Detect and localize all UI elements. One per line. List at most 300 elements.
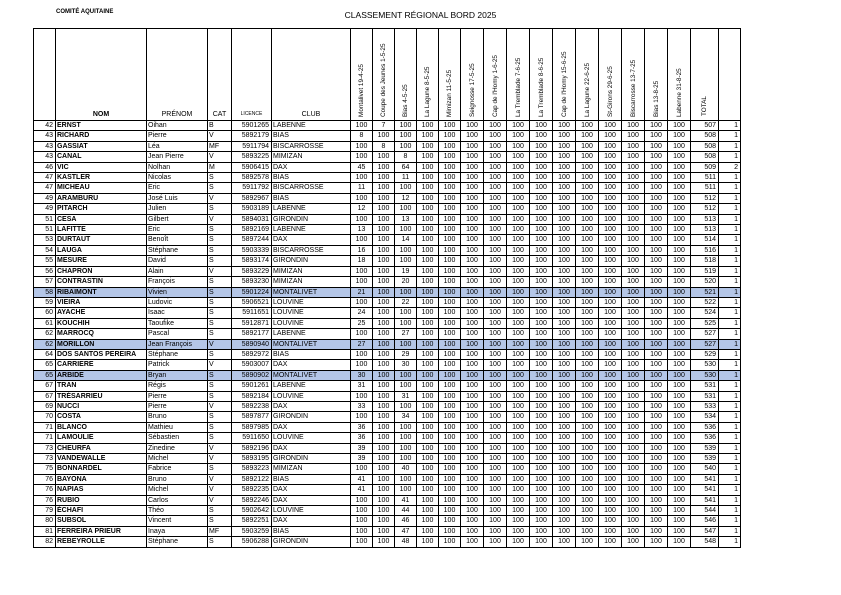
score-cell: 100 (351, 141, 373, 151)
count-cell: 1 (719, 245, 741, 255)
score-cell: 100 (439, 183, 461, 193)
score-cell: 100 (439, 370, 461, 380)
score-cell: 100 (484, 464, 507, 474)
score-cell: 100 (507, 381, 530, 391)
cat-cell: V (208, 360, 232, 370)
cat-cell: V (208, 474, 232, 484)
score-cell: 100 (417, 401, 439, 411)
total-cell: 507 (691, 121, 719, 131)
count-cell: 1 (719, 152, 741, 162)
table-row (34, 193, 741, 203)
score-cell: 100 (622, 464, 645, 474)
score-cell: 100 (461, 121, 484, 131)
nom-cell: KOUCHIH (56, 318, 147, 328)
score-cell: 100 (373, 454, 395, 464)
event-header: Cap de l'Homy 1-6-25 (484, 29, 507, 121)
score-cell: 100 (507, 256, 530, 266)
score-cell: 100 (439, 391, 461, 401)
table-row (34, 401, 741, 411)
prenom-cell: Ludovic (147, 297, 208, 307)
licence-cell: 5892169 (232, 225, 272, 235)
nom-cell: KASTLER (56, 173, 147, 183)
score-cell: 100 (668, 329, 691, 339)
score-cell: 20 (395, 277, 417, 287)
score-cell: 100 (668, 349, 691, 359)
total-cell: 513 (691, 214, 719, 224)
club-cell: BIAS (272, 131, 351, 141)
rank-cell: 69 (34, 401, 56, 411)
score-cell: 100 (439, 381, 461, 391)
licence-cell: 5897244 (232, 235, 272, 245)
score-cell: 100 (576, 162, 599, 172)
score-cell: 100 (373, 485, 395, 495)
score-cell: 100 (553, 391, 576, 401)
total-cell: 520 (691, 277, 719, 287)
club-cell: LOUVINE (272, 318, 351, 328)
score-cell: 100 (599, 235, 622, 245)
score-cell: 100 (373, 214, 395, 224)
score-cell: 100 (507, 537, 530, 547)
score-cell: 100 (461, 381, 484, 391)
score-cell: 100 (576, 464, 599, 474)
score-cell: 100 (622, 506, 645, 516)
score-cell: 100 (417, 329, 439, 339)
score-cell: 100 (417, 308, 439, 318)
club-cell: LOUVINE (272, 391, 351, 401)
score-cell: 100 (622, 516, 645, 526)
score-cell: 100 (507, 349, 530, 359)
score-cell: 100 (461, 506, 484, 516)
score-cell: 100 (599, 381, 622, 391)
score-cell: 100 (668, 256, 691, 266)
score-cell: 33 (351, 401, 373, 411)
nom-cell: MESURE (56, 256, 147, 266)
score-cell: 100 (553, 433, 576, 443)
header-row (34, 29, 741, 121)
table-row (34, 506, 741, 516)
score-cell: 100 (439, 277, 461, 287)
score-cell: 21 (351, 287, 373, 297)
nom-cell: ERNST (56, 121, 147, 131)
score-cell: 100 (439, 193, 461, 203)
score-cell: 34 (395, 412, 417, 422)
score-cell: 100 (439, 349, 461, 359)
club-cell: DAX (272, 360, 351, 370)
cat-cell: S (208, 287, 232, 297)
score-cell: 100 (668, 516, 691, 526)
score-cell: 100 (553, 495, 576, 505)
nom-cell: VIEIRA (56, 297, 147, 307)
score-cell: 100 (439, 214, 461, 224)
score-cell: 100 (439, 495, 461, 505)
score-cell: 100 (530, 495, 553, 505)
total-cell: 513 (691, 225, 719, 235)
score-cell: 100 (461, 485, 484, 495)
score-cell: 100 (507, 131, 530, 141)
score-cell: 100 (484, 401, 507, 411)
rank-cell: 76 (34, 485, 56, 495)
club-cell: BISCARROSSE (272, 183, 351, 193)
score-cell: 100 (351, 152, 373, 162)
score-cell: 100 (507, 370, 530, 380)
score-cell: 100 (395, 256, 417, 266)
score-cell: 100 (553, 256, 576, 266)
score-cell: 100 (395, 245, 417, 255)
prenom-cell: Pierre (147, 131, 208, 141)
score-cell: 100 (461, 464, 484, 474)
count-cell: 1 (719, 412, 741, 422)
score-cell: 100 (417, 235, 439, 245)
score-cell: 100 (668, 225, 691, 235)
score-cell: 100 (622, 526, 645, 536)
table-row (34, 495, 741, 505)
score-cell: 100 (553, 287, 576, 297)
score-cell: 100 (553, 152, 576, 162)
count-cell: 1 (719, 516, 741, 526)
score-cell: 100 (645, 370, 668, 380)
score-cell: 100 (553, 454, 576, 464)
count-cell: 1 (719, 277, 741, 287)
rank-cell: 53 (34, 235, 56, 245)
score-cell: 100 (439, 225, 461, 235)
rank-cell: 79 (34, 506, 56, 516)
score-cell: 100 (622, 214, 645, 224)
licence-cell: 5892246 (232, 495, 272, 505)
total-cell: 521 (691, 287, 719, 297)
prenom-cell: Isaac (147, 308, 208, 318)
score-cell: 46 (395, 516, 417, 526)
licence-cell: 5892238 (232, 401, 272, 411)
nom-cell: ARBIDE (56, 370, 147, 380)
nom-cell: DOS SANTOS PEREIRA (56, 349, 147, 359)
event-header: La Tremblade 7-6-25 (507, 29, 530, 121)
score-cell: 100 (351, 506, 373, 516)
count-cell: 1 (719, 422, 741, 432)
score-cell: 100 (507, 516, 530, 526)
score-cell: 100 (417, 360, 439, 370)
prenom-cell: Michel (147, 485, 208, 495)
score-cell: 100 (461, 339, 484, 349)
prenom-cell: Bruno (147, 474, 208, 484)
table-row (34, 443, 741, 453)
score-cell: 100 (439, 318, 461, 328)
club-cell: LOUVINE (272, 506, 351, 516)
table-row (34, 204, 741, 214)
total-cell: 512 (691, 193, 719, 203)
score-cell: 100 (668, 443, 691, 453)
club-cell: BIAS (272, 526, 351, 536)
score-cell: 100 (373, 225, 395, 235)
licence-cell: 5893195 (232, 454, 272, 464)
score-cell: 100 (351, 412, 373, 422)
score-cell: 100 (417, 266, 439, 276)
total-cell: 511 (691, 173, 719, 183)
score-cell: 100 (395, 318, 417, 328)
score-cell: 100 (622, 308, 645, 318)
score-cell: 100 (395, 308, 417, 318)
score-cell: 100 (507, 183, 530, 193)
score-cell: 100 (530, 277, 553, 287)
score-cell: 100 (576, 141, 599, 151)
prenom-cell: Pierre (147, 391, 208, 401)
score-cell: 100 (417, 454, 439, 464)
score-cell: 100 (484, 349, 507, 359)
table-row (34, 329, 741, 339)
rank-cell: 57 (34, 277, 56, 287)
score-cell: 100 (373, 297, 395, 307)
score-cell: 100 (622, 256, 645, 266)
score-cell: 100 (622, 329, 645, 339)
score-cell: 100 (599, 266, 622, 276)
score-cell: 100 (599, 464, 622, 474)
score-cell: 100 (668, 318, 691, 328)
rank-cell: 42 (34, 121, 56, 131)
score-cell: 100 (553, 308, 576, 318)
count-cell: 1 (719, 318, 741, 328)
score-cell: 100 (351, 266, 373, 276)
score-cell: 100 (373, 506, 395, 516)
score-cell: 100 (668, 131, 691, 141)
cat-cell: S (208, 370, 232, 380)
score-cell: 100 (645, 287, 668, 297)
score-cell: 100 (645, 297, 668, 307)
score-cell: 100 (417, 422, 439, 432)
nom-cell: AYACHE (56, 308, 147, 318)
event-header: La Tremblade 8-6-25 (530, 29, 553, 121)
score-cell: 100 (530, 422, 553, 432)
event-header: Mimizan 11-5-25 (439, 29, 461, 121)
score-cell: 100 (507, 433, 530, 443)
total-cell: 519 (691, 266, 719, 276)
nom-cell: SUBSOL (56, 516, 147, 526)
score-cell: 100 (461, 401, 484, 411)
score-cell: 100 (576, 214, 599, 224)
rank-cell: 58 (34, 287, 56, 297)
score-cell: 100 (553, 173, 576, 183)
score-cell: 100 (576, 277, 599, 287)
score-cell: 100 (484, 162, 507, 172)
score-cell: 100 (645, 516, 668, 526)
score-cell: 100 (553, 370, 576, 380)
prenom-cell: Vivien (147, 287, 208, 297)
score-cell: 100 (507, 401, 530, 411)
table-row (34, 537, 741, 547)
score-cell: 100 (576, 370, 599, 380)
score-cell: 100 (622, 401, 645, 411)
score-cell: 100 (553, 204, 576, 214)
score-cell: 100 (530, 391, 553, 401)
score-cell: 100 (553, 443, 576, 453)
nom-cell: CANAL (56, 152, 147, 162)
licence-cell: 5906415 (232, 162, 272, 172)
score-cell: 100 (417, 433, 439, 443)
score-cell: 100 (417, 464, 439, 474)
cat-cell: S (208, 225, 232, 235)
score-cell: 100 (439, 526, 461, 536)
table-row (34, 214, 741, 224)
score-cell: 100 (668, 526, 691, 536)
prenom-cell: François (147, 277, 208, 287)
score-cell: 100 (461, 454, 484, 464)
licence-cell: 5892122 (232, 474, 272, 484)
score-cell: 100 (439, 131, 461, 141)
score-cell: 100 (530, 183, 553, 193)
score-cell: 100 (599, 454, 622, 464)
score-cell: 100 (417, 391, 439, 401)
club-cell: BISCARROSSE (272, 245, 351, 255)
table-row (34, 381, 741, 391)
score-cell: 100 (668, 162, 691, 172)
licence-cell: 5892196 (232, 443, 272, 453)
score-cell: 100 (439, 287, 461, 297)
score-cell: 100 (461, 412, 484, 422)
score-cell: 100 (484, 121, 507, 131)
score-cell: 100 (417, 537, 439, 547)
score-cell: 100 (439, 516, 461, 526)
club-cell: BIAS (272, 349, 351, 359)
rank-cell: 54 (34, 245, 56, 255)
score-cell: 100 (645, 141, 668, 151)
rank-cell: 47 (34, 173, 56, 183)
table-row (34, 412, 741, 422)
score-cell: 100 (507, 391, 530, 401)
event-header: La Lagune 22-6-25 (576, 29, 599, 121)
score-cell: 100 (553, 214, 576, 224)
nom-cell: NUCCI (56, 401, 147, 411)
score-cell: 100 (461, 360, 484, 370)
score-cell: 100 (507, 308, 530, 318)
score-cell: 100 (576, 349, 599, 359)
score-cell: 100 (622, 225, 645, 235)
organization-name: COMITÉ AQUITAINE (56, 9, 114, 15)
event-header: Bias 13-8-25 (645, 29, 668, 121)
nom-cell: NAPIAS (56, 485, 147, 495)
score-cell: 100 (484, 329, 507, 339)
licence-cell: 5890940 (232, 339, 272, 349)
club-cell: LOUVINE (272, 433, 351, 443)
club-cell: DAX (272, 401, 351, 411)
score-cell: 100 (484, 131, 507, 141)
count-cell: 1 (719, 287, 741, 297)
table-row (34, 433, 741, 443)
count-cell: 1 (719, 339, 741, 349)
score-cell: 100 (484, 422, 507, 432)
total-cell: 546 (691, 516, 719, 526)
rank-cell: 71 (34, 422, 56, 432)
score-cell: 100 (530, 266, 553, 276)
total-cell: 512 (691, 204, 719, 214)
score-cell: 100 (530, 401, 553, 411)
total-cell: 536 (691, 422, 719, 432)
score-cell: 100 (507, 235, 530, 245)
score-cell: 100 (507, 162, 530, 172)
score-cell: 100 (439, 204, 461, 214)
event-header: Seignosse 17-5-25 (461, 29, 484, 121)
score-cell: 100 (373, 266, 395, 276)
licence-cell: 5901265 (232, 121, 272, 131)
cat-cell: V (208, 454, 232, 464)
score-cell: 100 (507, 214, 530, 224)
score-cell: 100 (373, 495, 395, 505)
score-cell: 100 (395, 370, 417, 380)
cat-cell: S (208, 381, 232, 391)
club-cell: GIRONDIN (272, 412, 351, 422)
score-cell: 100 (439, 433, 461, 443)
event-header: Cap de l'Homy 15-6-25 (553, 29, 576, 121)
score-cell: 100 (668, 214, 691, 224)
score-cell: 100 (507, 526, 530, 536)
score-cell: 40 (395, 464, 417, 474)
count-cell: 1 (719, 464, 741, 474)
score-cell: 100 (351, 121, 373, 131)
rank-cell: 62 (34, 339, 56, 349)
score-cell: 100 (576, 225, 599, 235)
club-cell: LABENNE (272, 204, 351, 214)
score-cell: 100 (553, 318, 576, 328)
prenom-cell: Oihan (147, 121, 208, 131)
rank-cell: 67 (34, 391, 56, 401)
score-cell: 100 (668, 464, 691, 474)
score-cell: 100 (530, 245, 553, 255)
score-cell: 100 (530, 443, 553, 453)
cat-cell: S (208, 204, 232, 214)
score-cell: 100 (417, 443, 439, 453)
club-cell: GIRONDIN (272, 214, 351, 224)
total-cell: 508 (691, 131, 719, 141)
score-cell: 100 (461, 266, 484, 276)
cat-cell: S (208, 391, 232, 401)
count-cell: 1 (719, 225, 741, 235)
total-cell: 522 (691, 297, 719, 307)
score-cell: 100 (484, 297, 507, 307)
score-cell: 100 (645, 391, 668, 401)
rank-cell: 81 (34, 526, 56, 536)
score-cell: 100 (645, 183, 668, 193)
cat-cell: V (208, 193, 232, 203)
score-cell: 100 (668, 235, 691, 245)
page-title: CLASSEMENT RÉGIONAL BORD 2025 (344, 10, 497, 20)
score-cell: 100 (351, 173, 373, 183)
score-cell: 100 (484, 193, 507, 203)
prenom-cell: Mathieu (147, 422, 208, 432)
score-cell: 48 (395, 537, 417, 547)
score-cell: 100 (576, 391, 599, 401)
score-cell: 100 (599, 318, 622, 328)
score-cell: 100 (645, 526, 668, 536)
count-cell: 1 (719, 537, 741, 547)
licence-cell: 5901224 (232, 287, 272, 297)
score-cell: 100 (576, 433, 599, 443)
score-cell: 100 (668, 287, 691, 297)
score-cell: 100 (530, 287, 553, 297)
score-cell: 100 (439, 360, 461, 370)
score-cell: 100 (553, 266, 576, 276)
club-cell: DAX (272, 422, 351, 432)
score-cell: 100 (645, 225, 668, 235)
total-cell: 529 (691, 349, 719, 359)
score-cell: 100 (395, 141, 417, 151)
licence-cell: 5906288 (232, 537, 272, 547)
count-cell: 1 (719, 506, 741, 516)
score-cell: 100 (417, 381, 439, 391)
score-cell: 8 (373, 141, 395, 151)
score-cell: 100 (553, 193, 576, 203)
score-cell: 100 (576, 474, 599, 484)
score-cell: 100 (668, 297, 691, 307)
score-cell: 100 (373, 183, 395, 193)
cat-cell: S (208, 422, 232, 432)
rank-cell: 76 (34, 474, 56, 484)
